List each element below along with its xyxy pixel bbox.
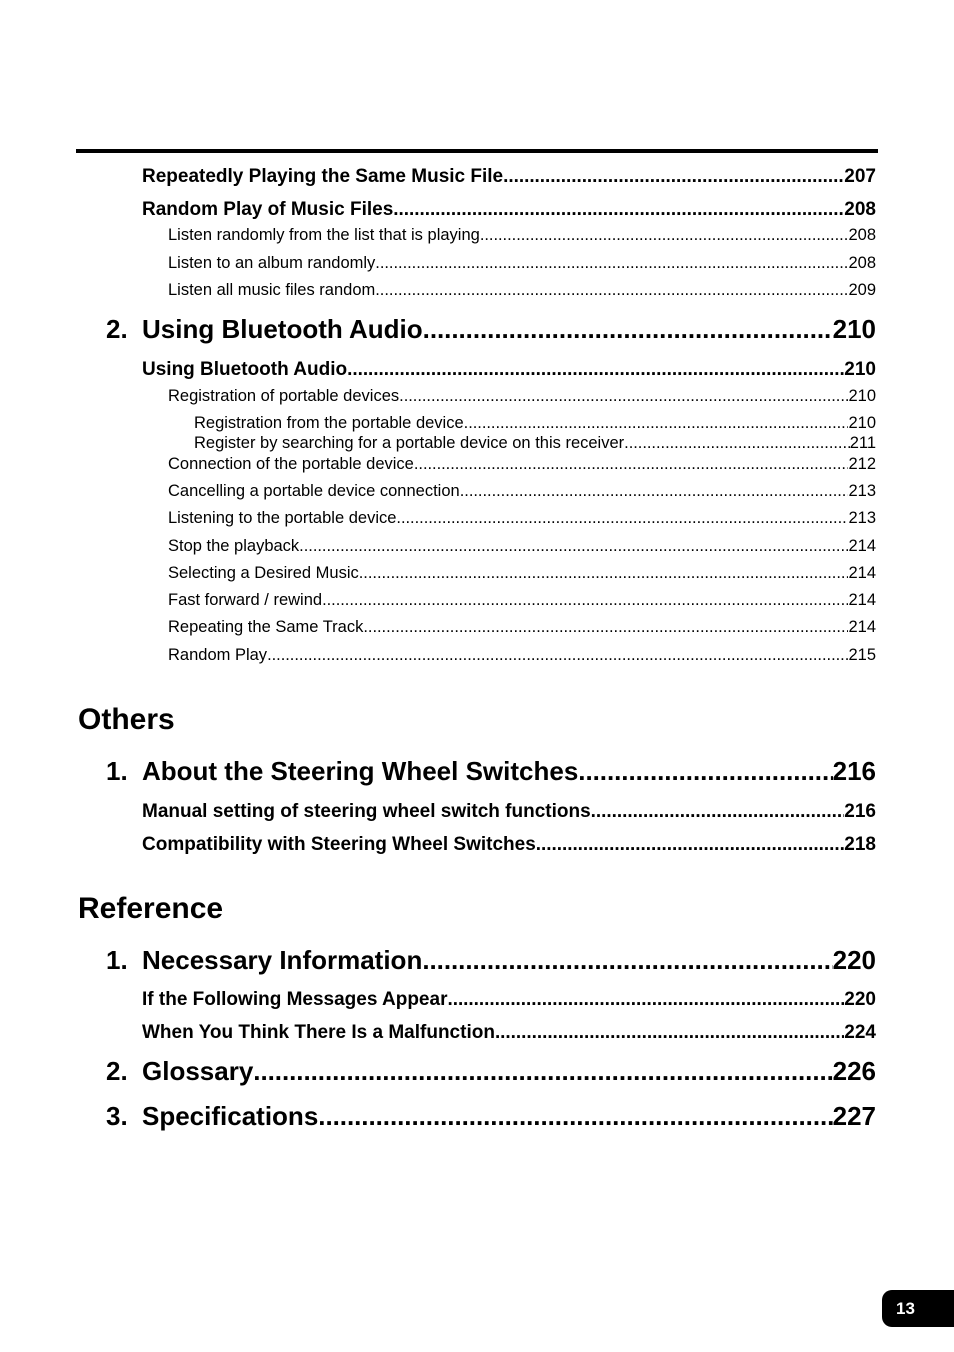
- dot-leader: [624, 434, 850, 453]
- toc-entry[interactable]: If the Following Messages Appear . . . 220: [142, 989, 876, 1011]
- page-number-badge: 13: [882, 1290, 954, 1327]
- dot-leader: [359, 564, 849, 583]
- dot-leader: [464, 414, 849, 433]
- toc-chapter-steering[interactable]: 1. About the Steering Wheel Switches . . . 216: [106, 756, 876, 787]
- dot-leader: [375, 254, 848, 273]
- toc-entry[interactable]: Using Bluetooth Audio . . . 210: [142, 359, 876, 381]
- toc-entry[interactable]: Random Play . . . 215: [168, 646, 876, 665]
- dot-leader: [253, 1056, 832, 1087]
- toc-entry[interactable]: Register by searching for a portable device on this receiver . . . 211: [194, 434, 876, 453]
- toc-chapter-glossary[interactable]: 2. Glossary . . . 226: [106, 1056, 876, 1087]
- toc-entry[interactable]: Listen to an album randomly . . . 208: [168, 254, 876, 273]
- dot-leader: [480, 226, 849, 245]
- dot-leader: [591, 801, 845, 823]
- dot-leader: [503, 166, 844, 188]
- toc-entry[interactable]: When You Think There Is a Malfunction . . . 224: [142, 1022, 876, 1044]
- section-heading-reference: Reference: [78, 892, 224, 925]
- dot-leader: [318, 1101, 832, 1132]
- dot-leader: [447, 989, 844, 1011]
- section-heading-others: Others: [78, 703, 175, 736]
- toc-entry[interactable]: Stop the playback . . . 214: [168, 537, 876, 556]
- dot-leader: [423, 314, 833, 345]
- dot-leader: [322, 591, 848, 610]
- toc-entry[interactable]: Fast forward / rewind . . . 214: [168, 591, 876, 610]
- toc-entry[interactable]: Listen randomly from the list that is playing . . . 208: [168, 226, 876, 245]
- toc-chapter-necessary-information[interactable]: 1. Necessary Information . . . 220: [106, 945, 876, 976]
- dot-leader: [347, 359, 844, 381]
- toc-entry[interactable]: Listening to the portable device . . . 213: [168, 509, 876, 528]
- dot-leader: [393, 199, 844, 221]
- toc-entry[interactable]: Repeatedly Playing the Same Music File . . . 207: [142, 166, 876, 188]
- toc-chapter-bluetooth[interactable]: 2. Using Bluetooth Audio . . . 210: [106, 314, 876, 345]
- toc-entry[interactable]: Repeating the Same Track . . . 214: [168, 618, 876, 637]
- dot-leader: [414, 455, 849, 474]
- dot-leader: [267, 646, 848, 665]
- dot-leader: [464, 482, 848, 501]
- toc-entry[interactable]: Manual setting of steering wheel switch functions . . . 216: [142, 801, 876, 823]
- toc-entry[interactable]: Connection of the portable device . . . 212: [168, 455, 876, 474]
- toc-entry[interactable]: Registration of portable devices . . . 210: [168, 387, 876, 406]
- toc-chapter-specifications[interactable]: 3. Specifications . . . 227: [106, 1101, 876, 1132]
- toc-entry[interactable]: Random Play of Music Files . . . 208: [142, 199, 876, 221]
- dot-leader: [536, 834, 845, 856]
- dot-leader: [375, 281, 848, 300]
- toc-entry[interactable]: Listen all music files random . . . 209: [168, 281, 876, 300]
- dot-leader: [578, 756, 832, 787]
- dot-leader: [363, 618, 848, 637]
- top-rule: [76, 149, 878, 153]
- dot-leader: [299, 537, 848, 556]
- dot-leader: [495, 1022, 844, 1044]
- dot-leader: [422, 945, 832, 976]
- dot-leader: [399, 387, 848, 406]
- toc-entry[interactable]: Selecting a Desired Music . . . 214: [168, 564, 876, 583]
- toc-entry[interactable]: Cancelling a portable device connection. . . . 213: [168, 482, 876, 501]
- toc-entry[interactable]: Registration from the portable device . . . 210: [194, 414, 876, 433]
- toc-entry[interactable]: Compatibility with Steering Wheel Switches . . . 218: [142, 834, 876, 856]
- dot-leader: [396, 509, 848, 528]
